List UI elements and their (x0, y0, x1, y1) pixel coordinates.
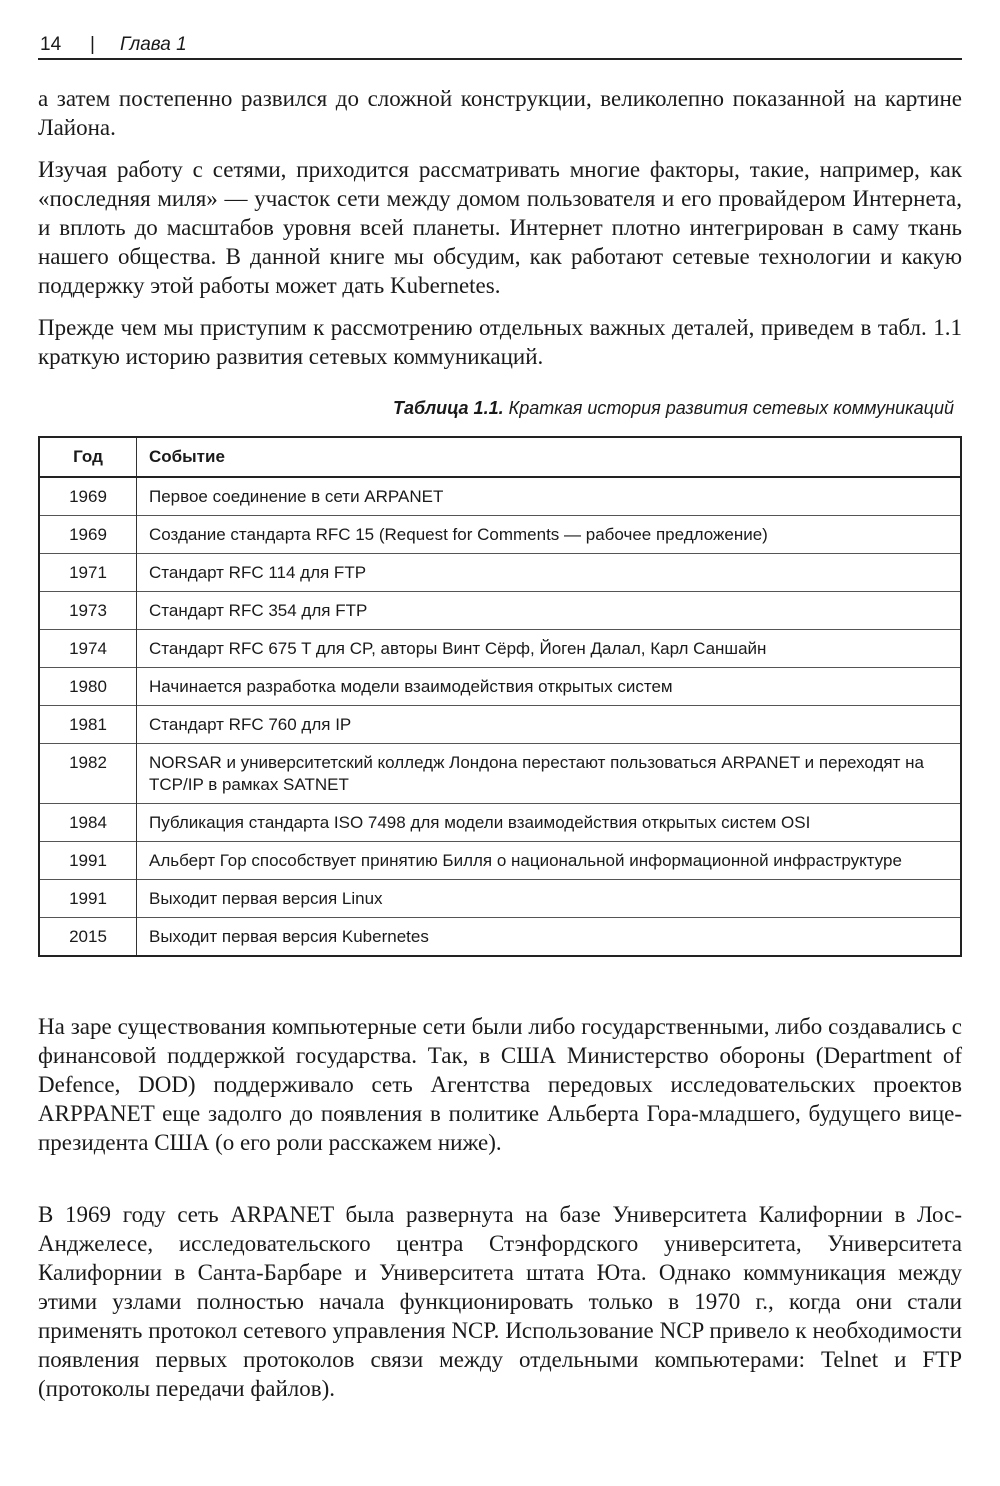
header-separator: | (90, 34, 95, 55)
event-cell: Начинается разработка модели взаимодействия открытых систем (137, 668, 962, 706)
event-cell: Альберт Гор способствует принятию Билля о национальной информационной инфраструктуре (137, 842, 962, 880)
column-header-event: Событие (137, 437, 962, 477)
year-cell: 1974 (39, 630, 137, 668)
page-number: 14 (40, 34, 62, 55)
year-cell: 1981 (39, 706, 137, 744)
table-row (39, 592, 961, 630)
event-cell: Стандарт RFC 675 T для CP, авторы Винт Сёрф, Йоген Далал, Карл Саншайн (137, 630, 962, 668)
table-row (39, 880, 961, 918)
year-cell: 1982 (39, 744, 137, 804)
paragraph: Изучая работу с сетями, приходится рассматривать многие факторы, такие, например, как «последняя миля» — участок сети между домом пользователя и его провайдером Интернета, и вплоть до масштабов уровня всей планеты. Интернет плотно интегрирован в саму ткань нашего общества. В данной книге мы обсудим, как работают сетевые технологии и какую поддержку этой работы может дать Kubernetes. (38, 157, 962, 298)
table-caption-text: Краткая история развития сетевых коммуникаций (508, 398, 954, 418)
year-cell: 1991 (39, 842, 137, 880)
year-cell: 1971 (39, 554, 137, 592)
year-cell: 1991 (39, 880, 137, 918)
event-cell: Стандарт RFC 114 для FTP (137, 554, 962, 592)
event-cell: Первое соединение в сети ARPANET (137, 477, 962, 516)
paragraph: На заре существования компьютерные сети были либо государственными, либо создавались с финансовой поддержкой государства. Так, в США Министерство обороны (Department of Defence, DOD) поддерживало сеть Агентства передовых исследовательских проектов ARPPANET еще задолго до появления в политике Альберта Гора-младшего, будущего вице-президента США (о его роли расскажем ниже). (38, 1014, 962, 1155)
table-row (39, 630, 961, 668)
year-cell: 1984 (39, 804, 137, 842)
event-cell: Выходит первая версия Kubernetes (137, 918, 962, 957)
running-header (38, 32, 962, 60)
table-row (39, 918, 961, 957)
paragraph: В 1969 году сеть ARPANET была развернута на базе Университета Калифорнии в Лос-Анджелесе, исследовательского центра Стэнфордского университета, Университета Калифорнии в Санта-Барбаре и Университета штата Юта. Однако коммуникация между этими узлами полностью начала функционировать только в 1970 г., когда они стали применять протокол сетевого управления NCP. Использование NCP привело к необходимости появления первых протоколов связи между отдельными компьютерами: Telnet и FTP (протоколы передачи файлов). (38, 1202, 962, 1401)
year-cell: 1969 (39, 516, 137, 554)
paragraph: Прежде чем мы приступим к рассмотрению отдельных важных деталей, приведем в табл. 1.1 краткую историю развития сетевых коммуникаций. (38, 315, 962, 369)
table-row (39, 668, 961, 706)
chapter-title: Глава 1 (120, 34, 187, 55)
table-row (39, 744, 961, 804)
paragraph: а затем постепенно развился до сложной конструкции, великолепно показанной на картине Лайона. (38, 86, 962, 140)
table-row (39, 516, 961, 554)
event-cell: Стандарт RFC 354 для FTP (137, 592, 962, 630)
table-caption-label: Таблица 1.1. (393, 398, 504, 418)
column-header-year: Год (39, 437, 137, 477)
event-cell: Публикация стандарта ISO 7498 для модели взаимодействия открытых систем OSI (137, 804, 962, 842)
table-caption (393, 398, 954, 419)
table-row (39, 554, 961, 592)
history-table (38, 436, 962, 957)
table-row (39, 804, 961, 842)
event-cell: NORSAR и университетский колледж Лондона перестают пользоваться ARPANET и переходят на TCP/IP в рамках SATNET (137, 744, 962, 804)
year-cell: 2015 (39, 918, 137, 957)
table-header-row (39, 437, 961, 477)
year-cell: 1980 (39, 668, 137, 706)
event-cell: Стандарт RFC 760 для IP (137, 706, 962, 744)
year-cell: 1969 (39, 477, 137, 516)
table-row (39, 842, 961, 880)
event-cell: Выходит первая версия Linux (137, 880, 962, 918)
table-row (39, 477, 961, 516)
event-cell: Создание стандарта RFC 15 (Request for Comments — рабочее предложение) (137, 516, 962, 554)
table-row (39, 706, 961, 744)
year-cell: 1973 (39, 592, 137, 630)
